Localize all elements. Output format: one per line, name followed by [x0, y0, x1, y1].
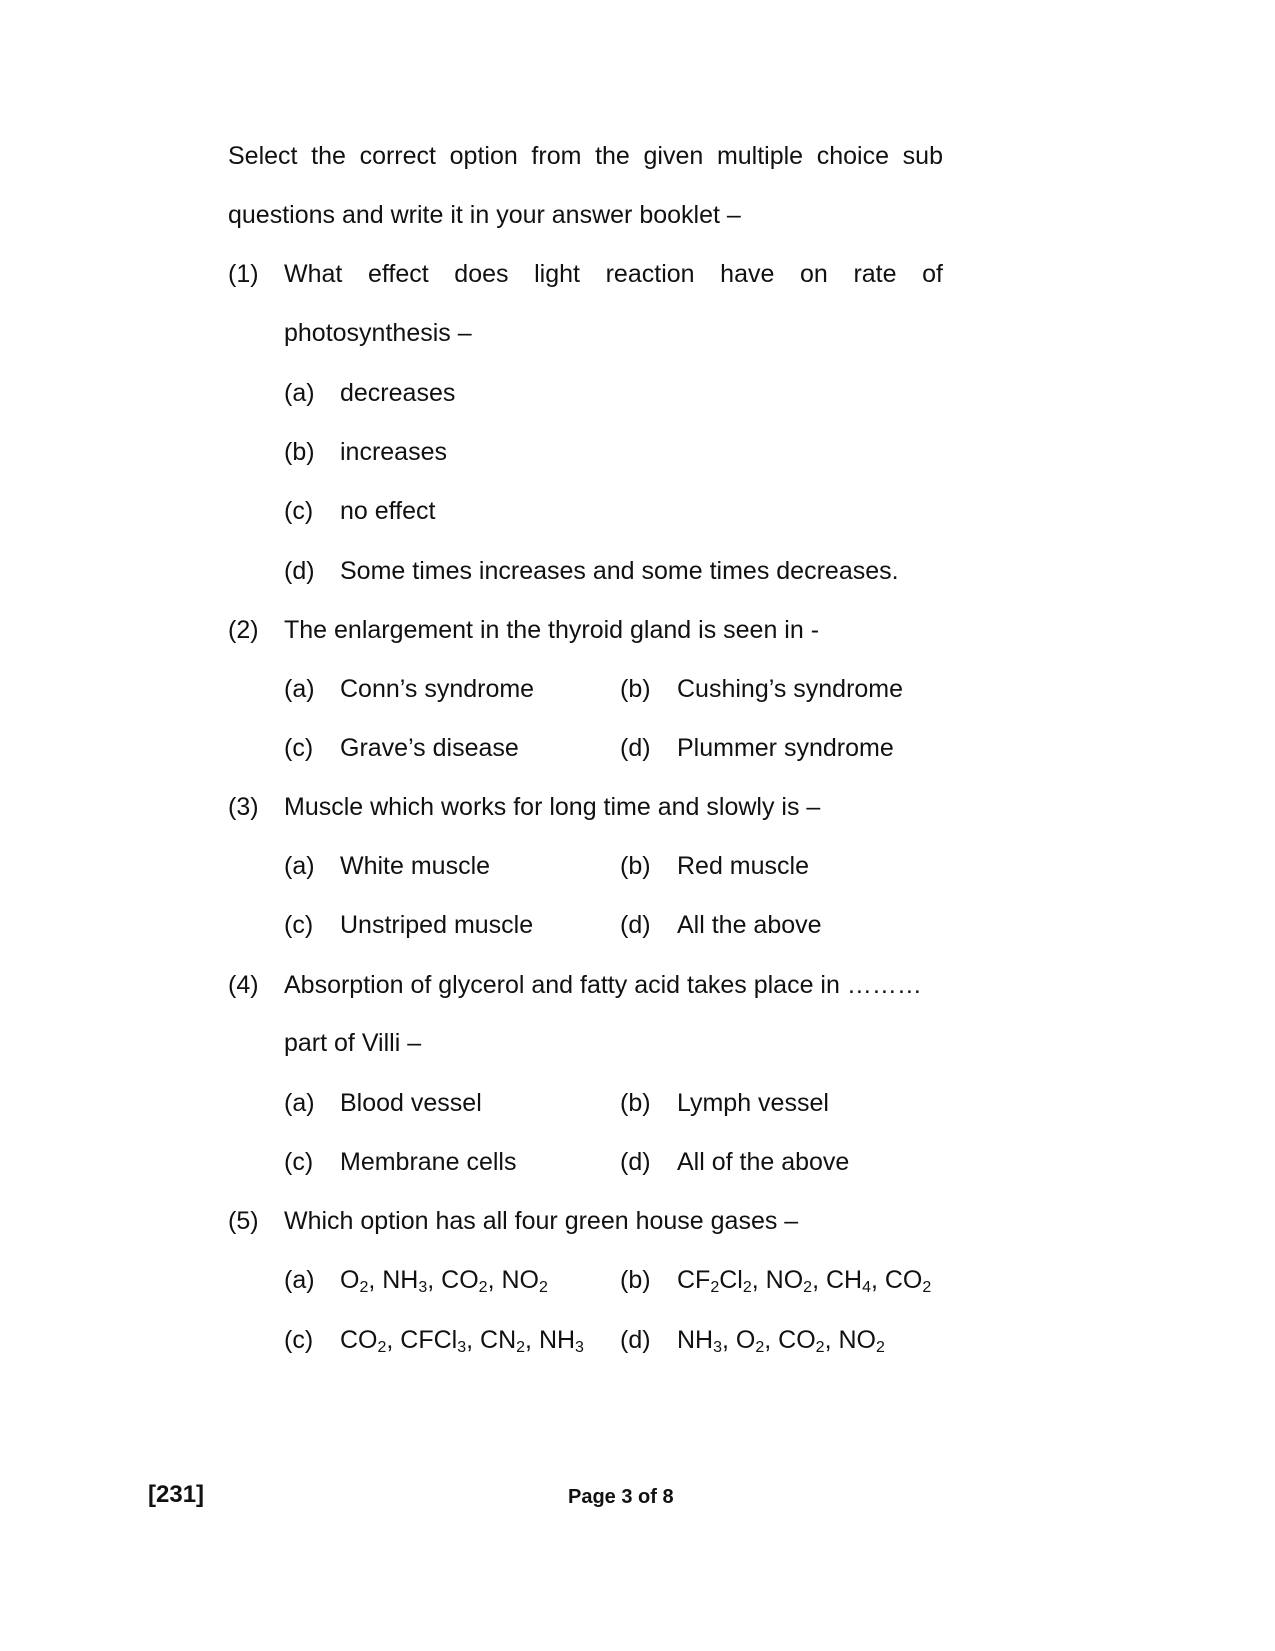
q4-option-d: All of the above [677, 1148, 850, 1176]
q1-option-b-label: (b) [284, 438, 315, 466]
q4-option-b-label: (b) [620, 1089, 651, 1117]
q2-option-b-label: (b) [620, 675, 651, 703]
q5-option-a-label: (a) [284, 1266, 315, 1294]
q4-option-a-label: (a) [284, 1089, 315, 1117]
q5-option-c-label: (c) [284, 1326, 314, 1354]
q2-option-a: Conn’s syndrome [340, 675, 535, 703]
q1-option-c-label: (c) [284, 497, 314, 525]
q2-option-c-label: (c) [284, 734, 314, 762]
question-2-text: The enlargement in the thyroid gland is seen in - [284, 616, 820, 644]
question-1-number: (1) [228, 260, 259, 288]
paper-code: [231] [148, 1481, 205, 1508]
q3-option-c: Unstriped muscle [340, 911, 534, 939]
q2-option-a-label: (a) [284, 675, 315, 703]
q4-option-c-label: (c) [284, 1148, 314, 1176]
question-3-text: Muscle which works for long time and slowly is – [284, 793, 821, 821]
question-1-text-cont: photosynthesis – [284, 319, 472, 347]
question-4-text: Absorption of glycerol and fatty acid takes place in ……… [284, 971, 922, 999]
question-1-text: What effect does light reaction have on rate of [284, 260, 943, 288]
q4-option-d-label: (d) [620, 1148, 651, 1176]
q4-option-a: Blood vessel [340, 1089, 482, 1117]
q2-option-b: Cushing’s syndrome [677, 675, 904, 703]
q4-option-b: Lymph vessel [677, 1089, 829, 1117]
q2-option-c: Grave’s disease [340, 734, 519, 762]
q3-option-a: White muscle [340, 852, 491, 880]
q4-option-c: Membrane cells [340, 1148, 517, 1176]
question-4-number: (4) [228, 971, 259, 999]
instructions-line-2: questions and write it in your answer booklet – [228, 201, 741, 229]
q2-option-d-label: (d) [620, 734, 651, 762]
question-5-number: (5) [228, 1207, 259, 1235]
q1-option-d-label: (d) [284, 557, 315, 585]
q1-option-c: no effect [340, 497, 436, 525]
q5-option-a: $O_2$, $NH_3$, $CO_2$, $NO_2$ [340, 1266, 548, 1296]
q5-option-c: $CO_2$, CFCl$_3$, $CN_2$, $NH_3$ [340, 1326, 584, 1356]
q3-option-d-label: (d) [620, 911, 651, 939]
q2-option-d: Plummer syndrome [677, 734, 894, 762]
q5-option-b-label: (b) [620, 1266, 651, 1294]
q1-option-a: decreases [340, 379, 456, 407]
q5-option-d-label: (d) [620, 1326, 651, 1354]
instructions-line-1: Select the correct option from the given multiple choice sub [228, 142, 943, 170]
q5-option-b: $CF_2Cl_2$, $NO_2$, $CH_4$, $CO_2$ [677, 1266, 932, 1296]
question-3-number: (3) [228, 793, 259, 821]
q1-option-b: increases [340, 438, 447, 466]
page-number: Page 3 of 8 [568, 1486, 674, 1508]
q1-option-d: Some times increases and some times decreases. [340, 557, 899, 585]
q3-option-d: All the above [677, 911, 822, 939]
question-2-number: (2) [228, 616, 259, 644]
question-4-text-cont: part of Villi – [284, 1029, 422, 1057]
question-5-text: Which option has all four green house gases – [284, 1207, 799, 1235]
q3-option-c-label: (c) [284, 911, 314, 939]
q3-option-b: Red muscle [677, 852, 809, 880]
q5-option-d: $NH_3$, $O_2$, $CO_2$, $NO_2$ [677, 1326, 885, 1356]
q1-option-a-label: (a) [284, 379, 315, 407]
q3-option-a-label: (a) [284, 852, 315, 880]
q3-option-b-label: (b) [620, 852, 651, 880]
